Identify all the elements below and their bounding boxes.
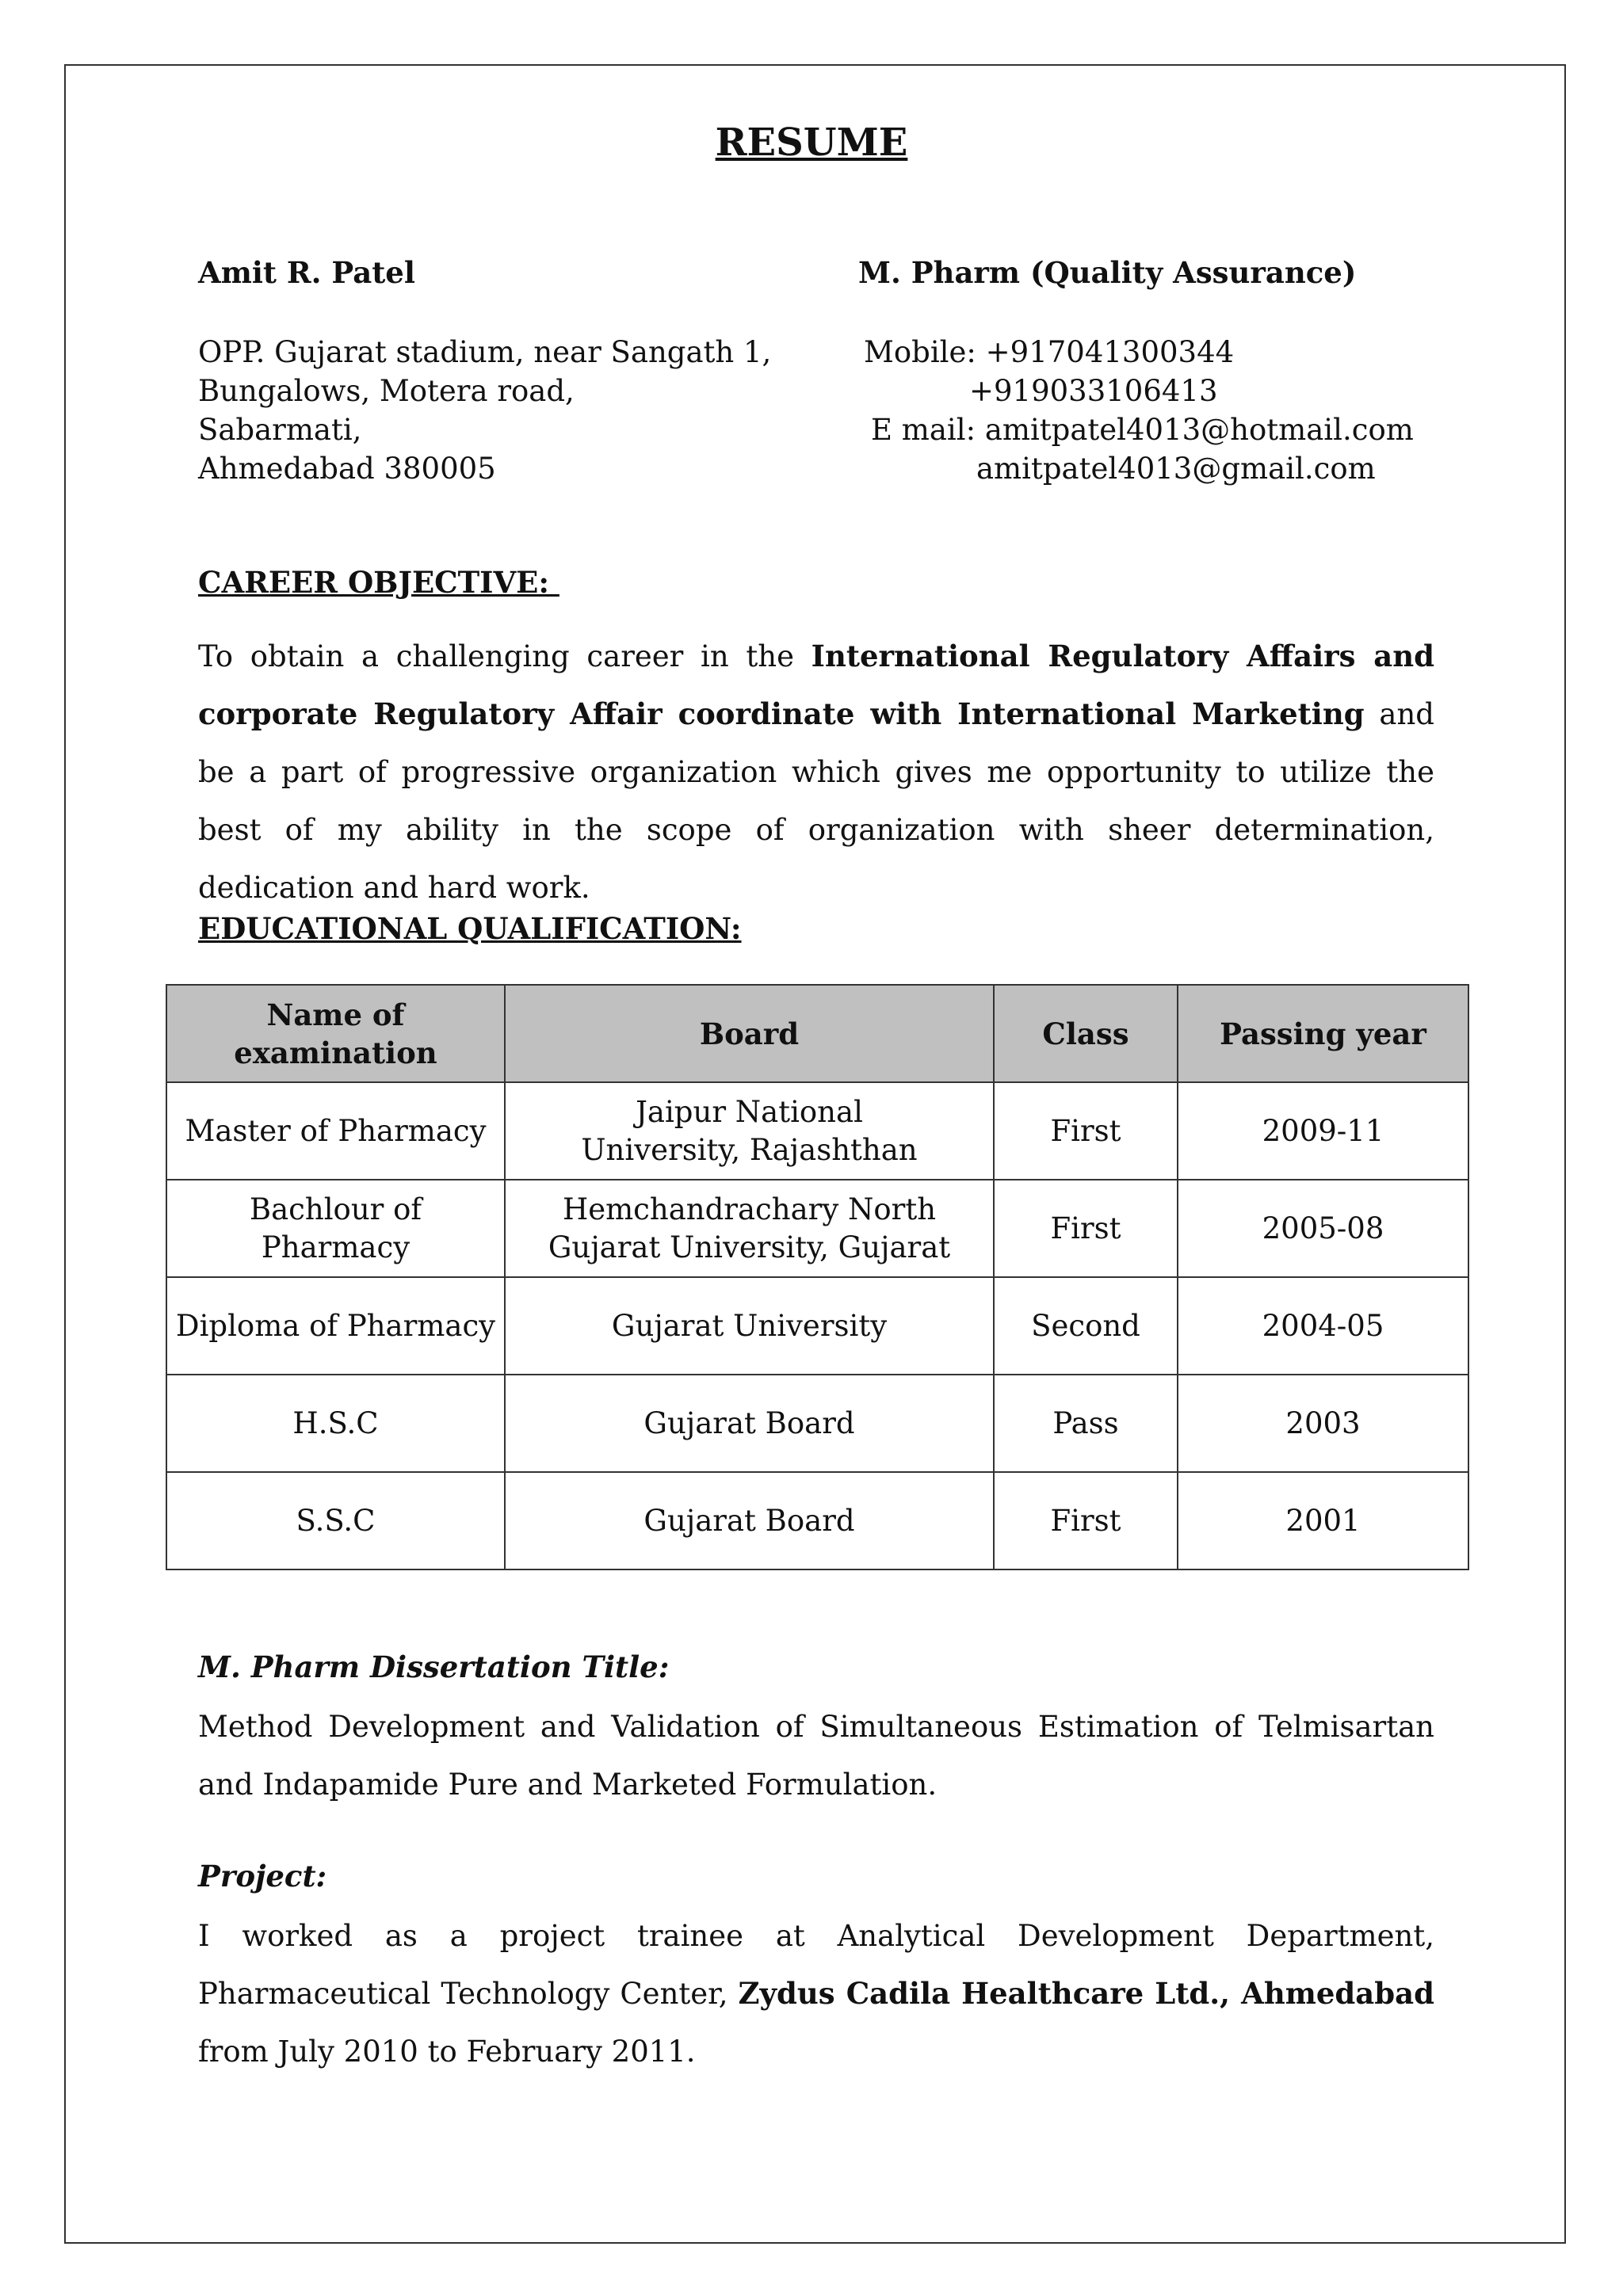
document-title: RESUME: [715, 120, 908, 165]
email-address-2: amitpatel4013@gmail.com: [976, 452, 1376, 486]
email-address-1: amitpatel4013@hotmail.com: [984, 413, 1414, 447]
project-text-bold: Zydus Cadila Healthcare Ltd., Ahmedabad: [738, 1976, 1434, 2011]
table-cell: Jaipur National University, Rajashthan: [505, 1082, 994, 1180]
mobile-line-1: [864, 333, 1466, 372]
career-text-bold: International Regulatory Affairs and corporate Regulatory Affair coordinate with International Marketing: [198, 639, 1435, 731]
table-cell: First: [994, 1472, 1178, 1569]
table-cell: Diploma of Pharmacy: [166, 1277, 505, 1375]
address-line: Sabarmati,: [198, 413, 362, 447]
table-row: [166, 1082, 1468, 1180]
career-objective-text: [198, 627, 1434, 917]
table-cell: 2001: [1178, 1472, 1468, 1569]
table-cell: Hemchandrachary North Gujarat University, Gujarat: [505, 1180, 994, 1277]
project-heading: Project:: [198, 1859, 327, 1894]
project-text-end: from July 2010 to February 2011.: [198, 2035, 696, 2069]
column-header: Name of examination: [166, 985, 505, 1082]
table-cell: H.S.C: [166, 1375, 505, 1472]
table-cell: S.S.C: [166, 1472, 505, 1569]
column-header: Class: [994, 985, 1178, 1082]
career-text-start: To obtain a challenging career in the: [198, 639, 812, 673]
table-row: [166, 1180, 1468, 1277]
mobile-number-2: +919033106413: [969, 374, 1218, 408]
table-row: [166, 1277, 1468, 1375]
column-header: Passing year: [1178, 985, 1468, 1082]
career-objective-heading: CAREER OBJECTIVE:: [198, 565, 559, 600]
address-line: Bungalows, Motera road,: [198, 374, 575, 408]
table-header-row: [166, 985, 1468, 1082]
address-line: OPP. Gujarat stadium, near Sangath 1,: [198, 335, 772, 369]
address-line: Ahmedabad 380005: [198, 452, 496, 486]
career-text-end: and be a part of progressive organization which gives me opportunity to utilize the best of my ability in the scope of organization with sheer determination, dedication and hard work.: [198, 697, 1434, 905]
table-cell: Gujarat University: [505, 1277, 994, 1375]
mobile-line-2: [864, 372, 1466, 410]
table-cell: 2009-11: [1178, 1082, 1468, 1180]
table-cell: 2004-05: [1178, 1277, 1468, 1375]
candidate-name: Amit R. Patel: [198, 255, 415, 290]
table-cell: Gujarat Board: [505, 1472, 994, 1569]
email-label: E mail:: [871, 413, 976, 447]
table-cell: First: [994, 1180, 1178, 1277]
education-table: [166, 984, 1469, 1570]
table-cell: Bachlour of Pharmacy: [166, 1180, 505, 1277]
mobile-number-1: +917041300344: [985, 335, 1235, 369]
mobile-label: Mobile:: [864, 335, 976, 369]
table-cell: Gujarat Board: [505, 1375, 994, 1472]
table-cell: First: [994, 1082, 1178, 1180]
address-block: [198, 333, 771, 488]
project-text: [198, 1907, 1434, 2081]
table-cell: 2003: [1178, 1375, 1468, 1472]
education-heading: EDUCATIONAL QUALIFICATION:: [198, 911, 742, 946]
dissertation-text: Method Development and Validation of Simultaneous Estimation of Telmisartan and Indapamide Pure and Marketed Formulation.: [198, 1710, 1434, 1802]
table-cell: Second: [994, 1277, 1178, 1375]
table-cell: 2005-08: [1178, 1180, 1468, 1277]
table-cell: Master of Pharmacy: [166, 1082, 505, 1180]
table-row: [166, 1375, 1468, 1472]
contact-block: [864, 333, 1466, 488]
project-text-start: I worked as a project trainee at Analytical Development Department, Pharmaceutical Technology Center,: [198, 1919, 1434, 2011]
candidate-qualification: M. Pharm (Quality Assurance): [858, 255, 1357, 290]
email-line-2: [864, 449, 1466, 488]
column-header: Board: [505, 985, 994, 1082]
email-line-1: [864, 410, 1466, 449]
dissertation-heading: M. Pharm Dissertation Title:: [198, 1650, 670, 1684]
table-row: [166, 1472, 1468, 1569]
table-cell: Pass: [994, 1375, 1178, 1472]
